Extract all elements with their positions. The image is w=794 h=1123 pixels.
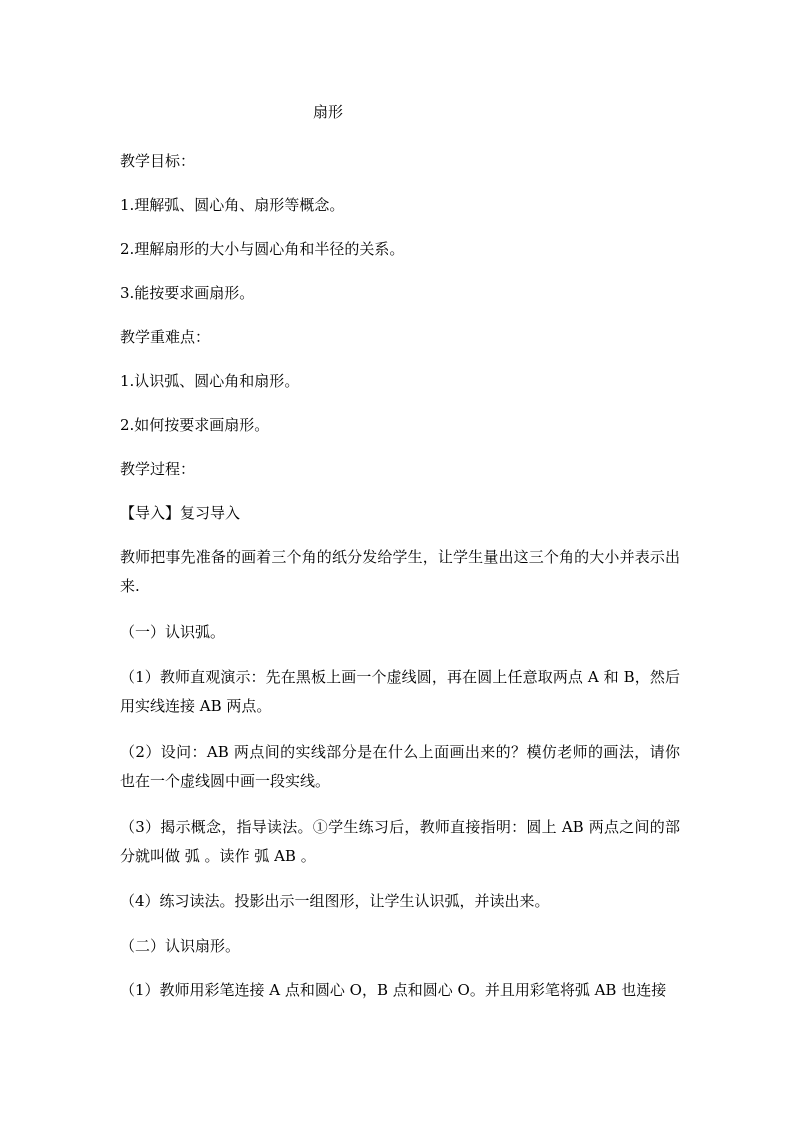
subheading-introduction: 【导入】复习导入 [120, 504, 241, 522]
arc-step-4: （4）练习读法。投影出示一组图形，让学生认识弧，并读出来。 [120, 892, 550, 910]
section-heading-process: 教学过程： [120, 460, 196, 478]
sector-step-1: （1）教师用彩笔连接 A 点和圆心 O，B 点和圆心 O。并且用彩笔将弧 AB 也连接 [120, 981, 667, 999]
objective-item-3: 3.能按要求画扇形。 [120, 284, 255, 302]
document-title: 扇形 [313, 103, 344, 121]
section-heading-objectives: 教学目标： [120, 152, 196, 170]
section-heading-key-points: 教学重难点： [120, 328, 211, 346]
arc-step-3: （3）揭示概念，指导读法。①学生练习后，教师直接指明：圆上 AB 两点之间的部分就叫做 弧 。读作 弧 AB 。 [120, 818, 680, 865]
subheading-sector: （二）认识扇形。 [120, 937, 241, 955]
subheading-arc: （一）认识弧。 [120, 623, 226, 641]
objective-item-2: 2.理解扇形的大小与圆心角和半径的关系。 [120, 240, 405, 258]
arc-step-1: （1）教师直观演示：先在黑板上画一个虚线圆，再在圆上任意取两点 A 和 B，然后用实线连接 AB 两点。 [120, 668, 680, 715]
objective-item-1: 1.理解弧、圆心角、扇形等概念。 [120, 196, 345, 214]
paragraph-introduction: 教师把事先准备的画着三个角的纸分发给学生，让学生量出这三个角的大小并表示出来. [120, 548, 680, 595]
key-point-item-1: 1.认识弧、圆心角和扇形。 [120, 372, 300, 390]
arc-step-2: （2）设问：AB 两点间的实线部分是在什么上面画出来的？模仿老师的画法，请你也在一个虚线圆中画一段实线。 [120, 743, 680, 790]
key-point-item-2: 2.如何按要求画扇形。 [120, 416, 270, 434]
